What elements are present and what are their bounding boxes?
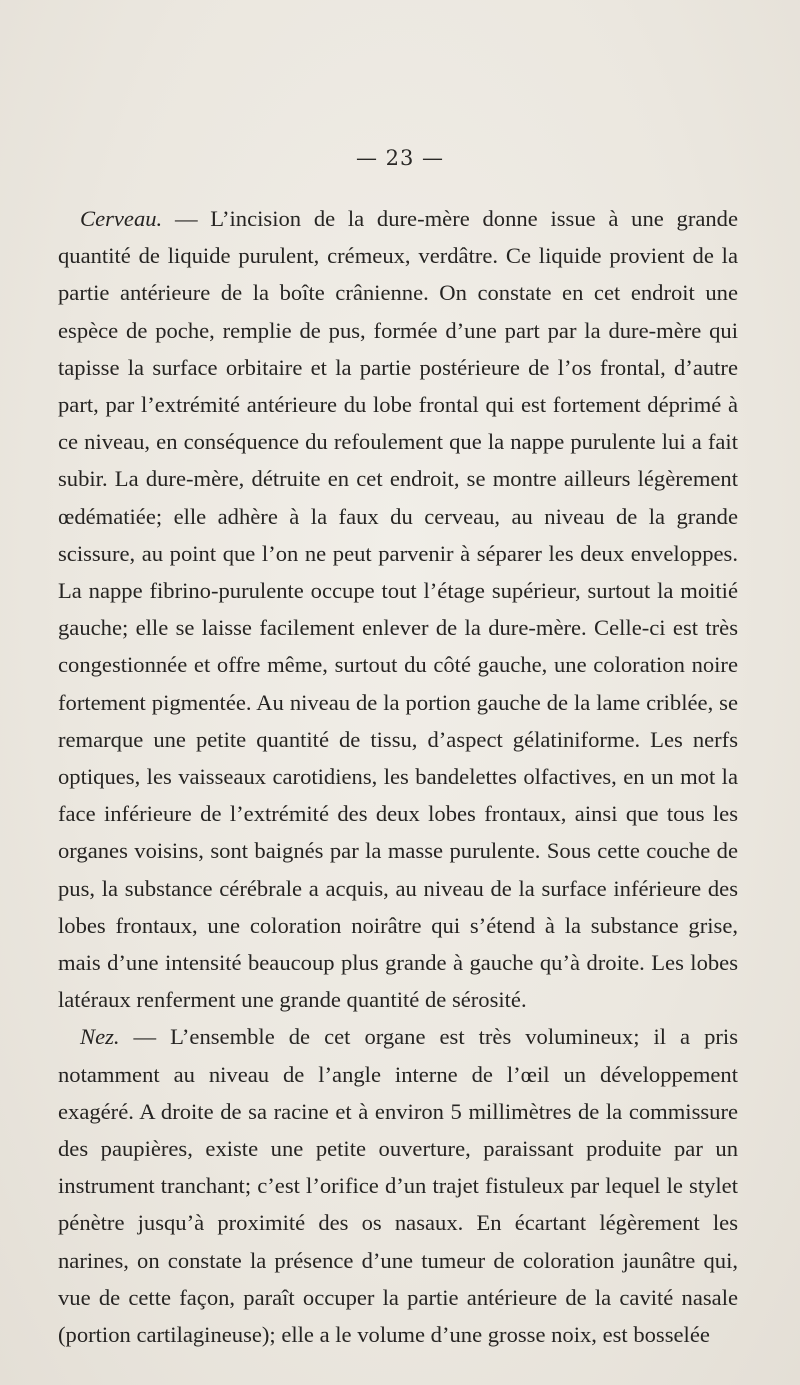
paragraph-cerveau (58, 200, 738, 1018)
paragraph-text-cerveau: — L’incision de la dure-mère donne issue à une grande quantité de liquide purulent, crémeux, verdâtre. Ce liquide provient de la partie antérieure de la boîte crânienne. On constate en cet endroit une espèce de poche, remplie de pus, formée d’une part par la dure-mère qui tapisse la surface orbitaire et la partie postérieure de l’os frontal, d’autre part, par l’extrémité antérieure du lobe frontal qui est fortement déprimé à ce niveau, en conséquence du refoulement que la nappe purulente lui a fait subir. La dure-mère, détruite en cet endroit, se montre ailleurs légèrement œdématiée; elle adhère à la faux du cerveau, au niveau de la grande scissure, au point que l’on ne peut parvenir à séparer les deux enveloppes. La nappe fibrino-purulente occupe tout l’étage supérieur, surtout la moitié gauche; elle se laisse facilement enlever de la dure-mère. Celle-ci est très congestionnée et offre même, surtout du côté gauche, une coloration noire fortement pigmentée. Au niveau de la portion gauche de la lame criblée, se remarque une petite quantité de tissu, d’aspect gélatiniforme. Les nerfs optiques, les vaisseaux carotidiens, les bandelettes olfactives, en un mot la face inférieure de l’extrémité des deux lobes frontaux, ainsi que tous les organes voisins, sont baignés par la masse purulente. Sous cette couche de pus, la substance cérébrale a acquis, au niveau de la surface inférieure des lobes frontaux, une coloration noirâtre qui s’étend à la substance grise, mais d’une intensité beaucoup plus grande à gauche qu’à droite. Les lobes latéraux renferment une grande quantité de sérosité. (58, 206, 738, 1013)
section-lead-cerveau: Cerveau. (80, 206, 163, 231)
section-lead-nez: Nez. (80, 1024, 120, 1050)
page-number: — 23 — (355, 146, 445, 170)
paragraph-text-nez: — L’ensemble de cet organe est très volumineux; il a pris notamment au niveau de l’angle interne de l’œil un développement exagéré. A droite de sa racine et à environ 5 millimètres de la commissure des paupières, existe une petite ouverture, paraissant produite par un instrument tranchant; c’est l’orifice d’un trajet fistuleux par lequel le stylet pénètre jusqu’à proximité des os nasaux. En écartant légèrement les narines, on constate la présence d’une tumeur de coloration jaunâtre qui, vue de cette façon, paraît occuper la partie antérieure de la cavité nasale (portion cartilagineuse); elle a le volume d’une grosse noix, est bosselée (58, 1024, 738, 1348)
body-text (58, 200, 738, 1353)
paragraph-nez (58, 1018, 738, 1353)
